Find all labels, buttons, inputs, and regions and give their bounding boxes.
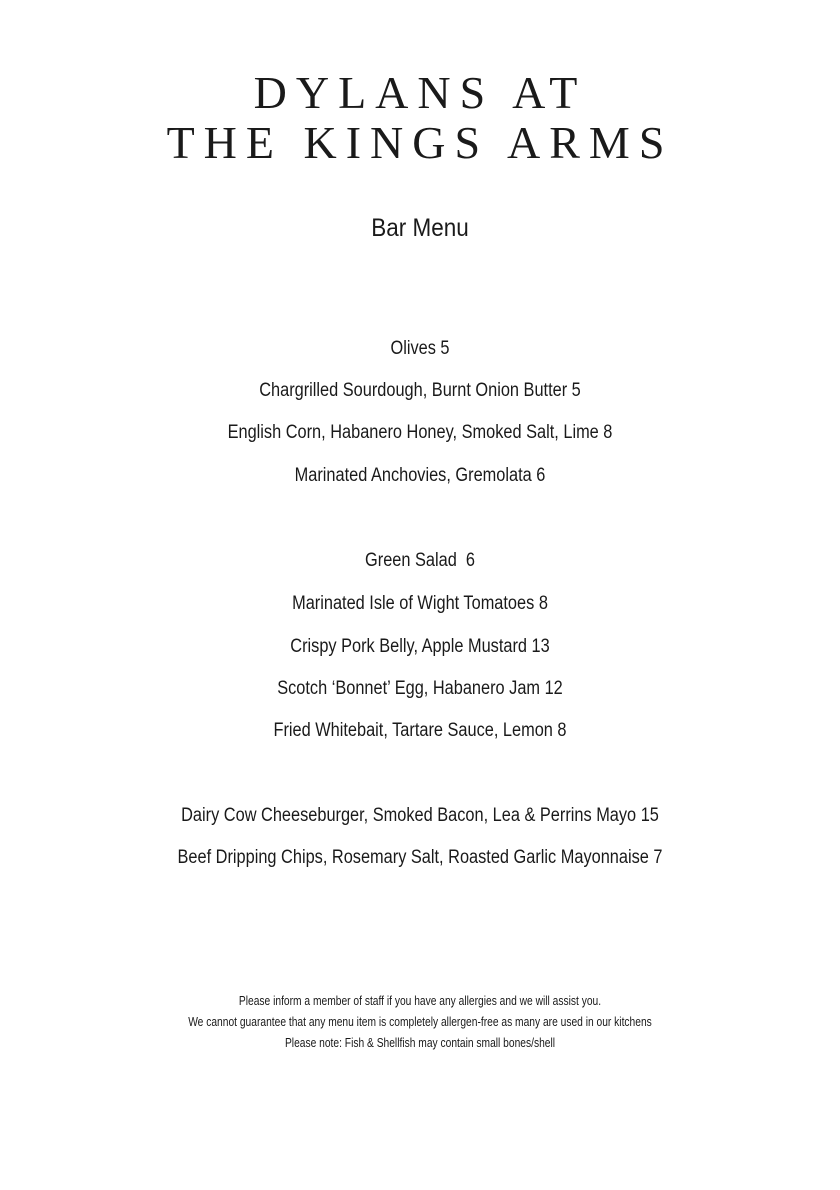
menu-item-scotch-egg: Scotch ‘Bonnet’ Egg, Habanero Jam 12 — [277, 678, 563, 699]
bones-notice: Please note: Fish & Shellfish may contain small bones/shell — [284, 1036, 556, 1050]
menu-item-english-corn: English Corn, Habanero Honey, Smoked Salt, Lime 8 — [227, 422, 613, 443]
menu-item-cheeseburger: Dairy Cow Cheeseburger, Smoked Bacon, Lea & Perrins Mayo 15 — [181, 805, 659, 826]
menu-title: Bar Menu — [371, 214, 469, 242]
allergy-notice: Please inform a member of staff if you have any allergies and we will assist you. — [238, 994, 602, 1008]
menu-item-chips: Beef Dripping Chips, Rosemary Salt, Roasted Garlic Mayonnaise 7 — [177, 847, 663, 868]
menu-item-pork-belly: Crispy Pork Belly, Apple Mustard 13 — [290, 636, 550, 657]
menu-item-green-salad: Green Salad 6 — [365, 550, 475, 571]
menu-item-tomatoes: Marinated Isle of Wight Tomatoes 8 — [292, 593, 548, 614]
menu-item-whitebait: Fried Whitebait, Tartare Sauce, Lemon 8 — [273, 720, 567, 741]
restaurant-name-line2: THE KINGS ARMS — [166, 117, 674, 168]
menu-item-anchovies: Marinated Anchovies, Gremolata 6 — [294, 465, 546, 486]
allergen-disclaimer: We cannot guarantee that any menu item is completely allergen-free as many are used in our kitchens — [188, 1015, 652, 1029]
restaurant-name-line1: DYLANS AT — [253, 67, 587, 118]
menu-item-olives: Olives 5 — [390, 338, 450, 359]
menu-item-sourdough: Chargrilled Sourdough, Burnt Onion Butter 5 — [259, 380, 581, 401]
